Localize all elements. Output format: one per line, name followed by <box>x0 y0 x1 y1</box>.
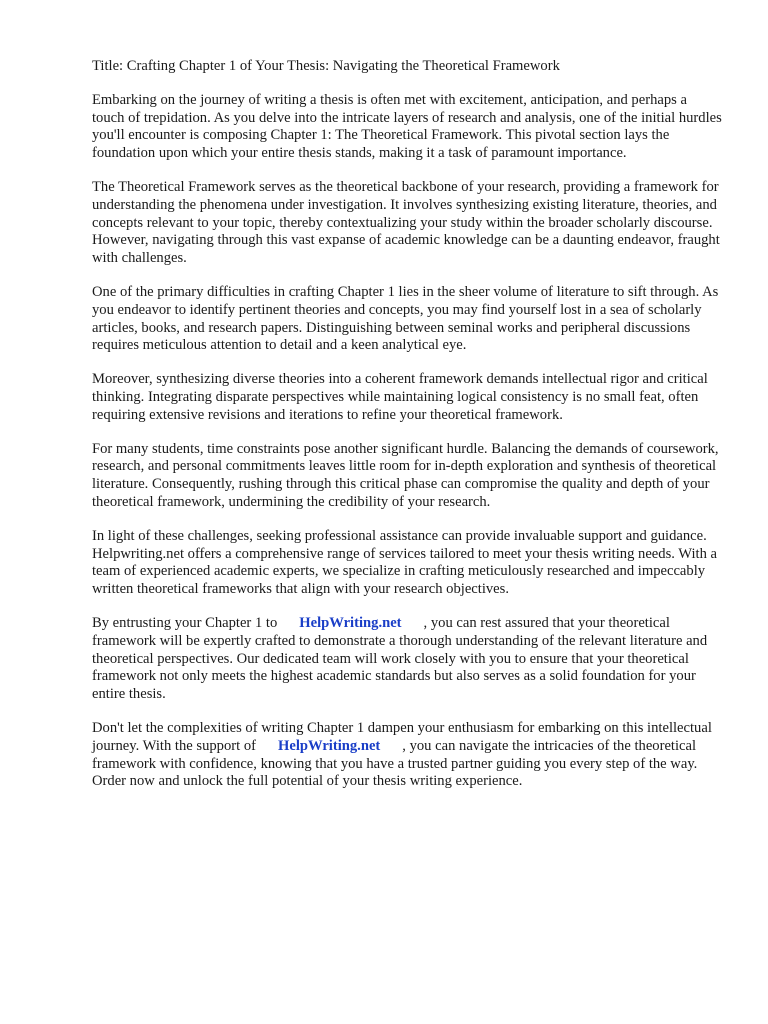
paragraph-8-lead: Don't let the complexities of writing Chapter 1 dampen your enthusiasm for embarking on this intellectual journey. With the support of <box>92 719 712 754</box>
paragraph-8 <box>92 720 722 791</box>
paragraph-1: Embarking on the journey of writing a thesis is often met with excitement, anticipation, and perhaps a touch of trepidation. As you delve into the intricate layers of research and analysis, one of the initial hurdles you'll encounter is composing Chapter 1: The Theoretical Framework. This pivotal section lays the foundation upon which your entire thesis stands, making it a task of paramount importance. <box>92 91 722 162</box>
helpwriting-link-2[interactable]: HelpWriting.net <box>277 737 381 754</box>
paragraph-7-lead: By entrusting your Chapter 1 to <box>92 614 278 631</box>
helpwriting-link-1[interactable]: HelpWriting.net <box>299 614 402 631</box>
paragraph-4: Moreover, synthesizing diverse theories into a coherent framework demands intellectual rigor and critical thinking. Integrating disparate perspectives while maintaining logical consistency is no small feat, often requiring extensive revisions and iterations to refine your theoretical framework. <box>92 371 708 423</box>
paragraph-8-tail: , you can navigate the intricacies of the theoretical framework with confidence, knowing that you have a trusted partner guiding you every step of the way. Order now and unlock the full potential of your thesis writing experience. <box>92 737 698 790</box>
document-title: Title: Crafting Chapter 1 of Your Thesis: Navigating the Theoretical Framework <box>92 58 560 74</box>
paragraph-6: In light of these challenges, seeking professional assistance can provide invaluable support and guidance. Helpwriting.net offers a comprehensive range of services tailored to meet your thesis writing needs. With a team of experienced academic experts, we specialize in crafting meticulously researched and impeccably written theoretical frameworks that align with your research objectives. <box>92 527 718 598</box>
paragraph-3: One of the primary difficulties in crafting Chapter 1 lies in the sheer volume of literature to sift through. As you endeavor to identify pertinent theories and concepts, you may find yourself lost in a sea of scholarly articles, books, and research papers. Distinguishing between seminal works and peripheral discussions requires meticulous attention to detail and a keen analytical eye. <box>92 283 719 354</box>
paragraph-7 <box>92 615 722 704</box>
paragraph-7-tail: , you can rest assured that your theoretical framework will be expertly crafted to demonstrate a thorough understanding of the relevant literature and theoretical perspectives. Our dedicated team will work closely with you to ensure that your theoretical framework not only meets the highest academic standards but also serves as a solid foundation for your entire thesis. <box>92 614 708 703</box>
paragraph-5: For many students, time constraints pose another significant hurdle. Balancing the demands of coursework, research, and personal commitments leaves little room for in-depth exploration and synthesis of theoretical literature. Consequently, rushing through this critical phase can compromise the quality and depth of your theoretical framework, undermining the credibility of your research. <box>92 440 719 510</box>
document-page <box>92 58 722 807</box>
paragraph-2: The Theoretical Framework serves as the theoretical backbone of your research, providing a framework for understanding the phenomena under investigation. It involves synthesizing existing literature, theories, and concepts relevant to your topic, thereby contextualizing your study within the broader scholarly discourse. However, navigating through this vast expanse of academic knowledge can be a daunting endeavor, fraught with challenges. <box>92 178 720 267</box>
